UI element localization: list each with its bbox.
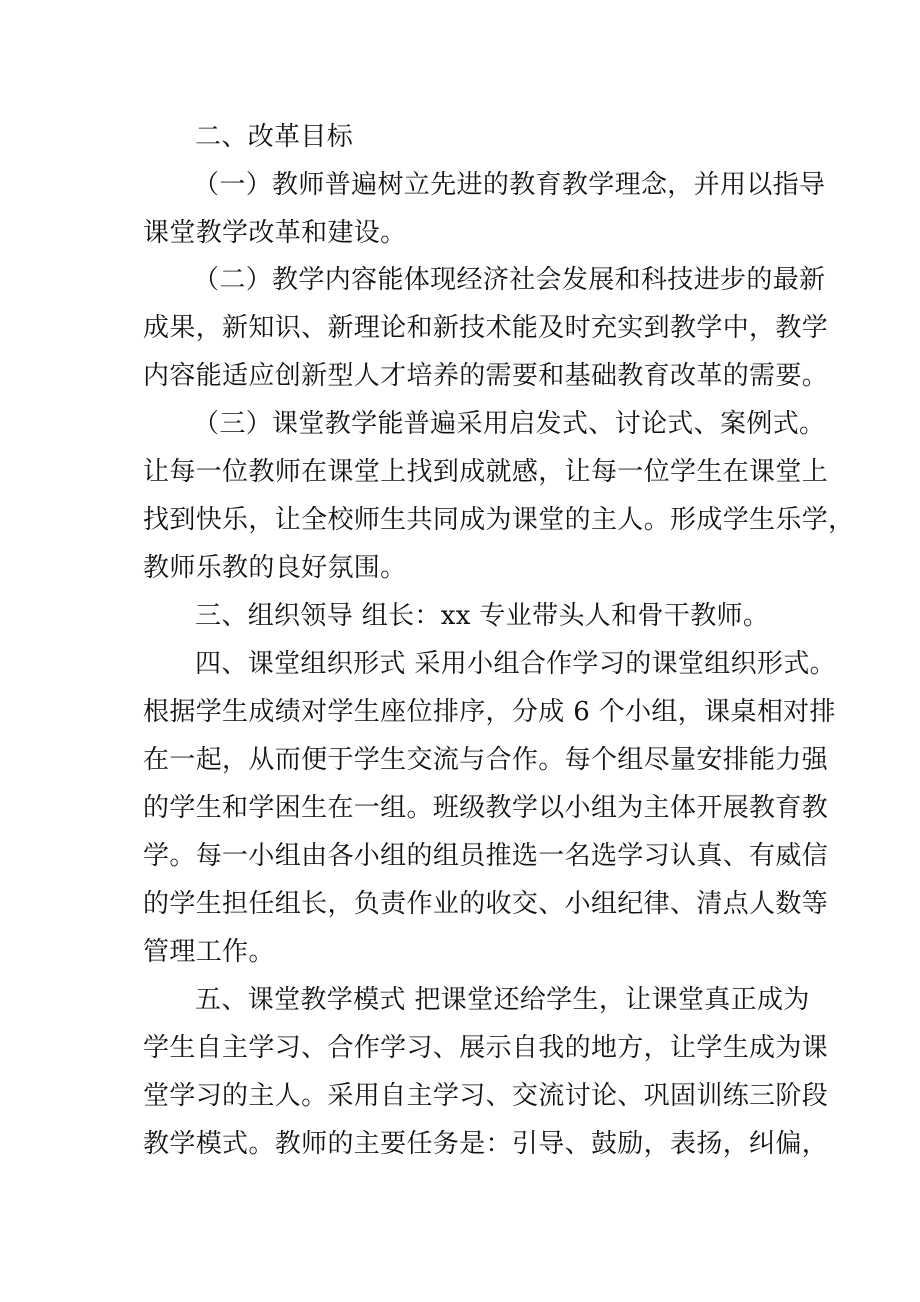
paragraph-line: 教师乐教的良好氛围。 [143,553,407,583]
paragraph-line: 在一起，从而便于学生交流与合作。每个组尽量安排能力强 [143,745,829,775]
paragraph-line: 管理工作。 [143,937,275,967]
paragraph-line: 内容能适应创新型人才培养的需要和基础教育改革的需要。 [143,361,829,391]
heading-class-organization: 四、课堂组织形式 采用小组合作学习的课堂组织形式。 [195,649,837,679]
paragraph-line: 的学生和学困生在一组。班级教学以小组为主体开展教育教 [143,793,829,823]
paragraph-line: （二）教学内容能体现经济社会发展和科技进步的最新 [193,265,826,295]
heading-organization: 三、组织领导 组长：xx 专业带头人和骨干教师。 [195,601,770,631]
paragraph-line: 成果，新知识、新理论和新技术能及时充实到教学中，教学 [143,313,829,343]
heading-teaching-model: 五、课堂教学模式 把课堂还给学生，让课堂真正成为 [195,985,810,1015]
paragraph-line: 根据学生成绩对学生座位排序，分成 6 个小组，课桌相对排 [143,697,836,727]
paragraph-line: 课堂教学改革和建设。 [143,218,407,248]
paragraph-line: 让每一位教师在课堂上找到成就感，让每一位学生在课堂上 [143,457,829,487]
paragraph-line: 教学模式。教师的主要任务是：引导、鼓励，表扬，纠偏， [143,1129,829,1159]
paragraph-line: 堂学习的主人。采用自主学习、交流讨论、巩固训练三阶段 [143,1081,829,1111]
paragraph-line: 找到快乐，让全校师生共同成为课堂的主人。形成学生乐学， [143,505,855,535]
paragraph-line: 的学生担任组长，负责作业的收交、小组纪律、清点人数等 [143,889,829,919]
paragraph-line: （一）教师普遍树立先进的教育教学理念，并用以指导 [193,170,826,200]
heading-reform-goals: 二、改革目标 [195,122,354,152]
paragraph-line: （三）课堂教学能普遍采用启发式、讨论式、案例式。 [193,409,826,439]
paragraph-line: 学生自主学习、合作学习、展示自我的地方，让学生成为课 [143,1033,829,1063]
paragraph-line: 学。每一小组由各小组的组员推选一名选学习认真、有威信 [143,841,829,871]
